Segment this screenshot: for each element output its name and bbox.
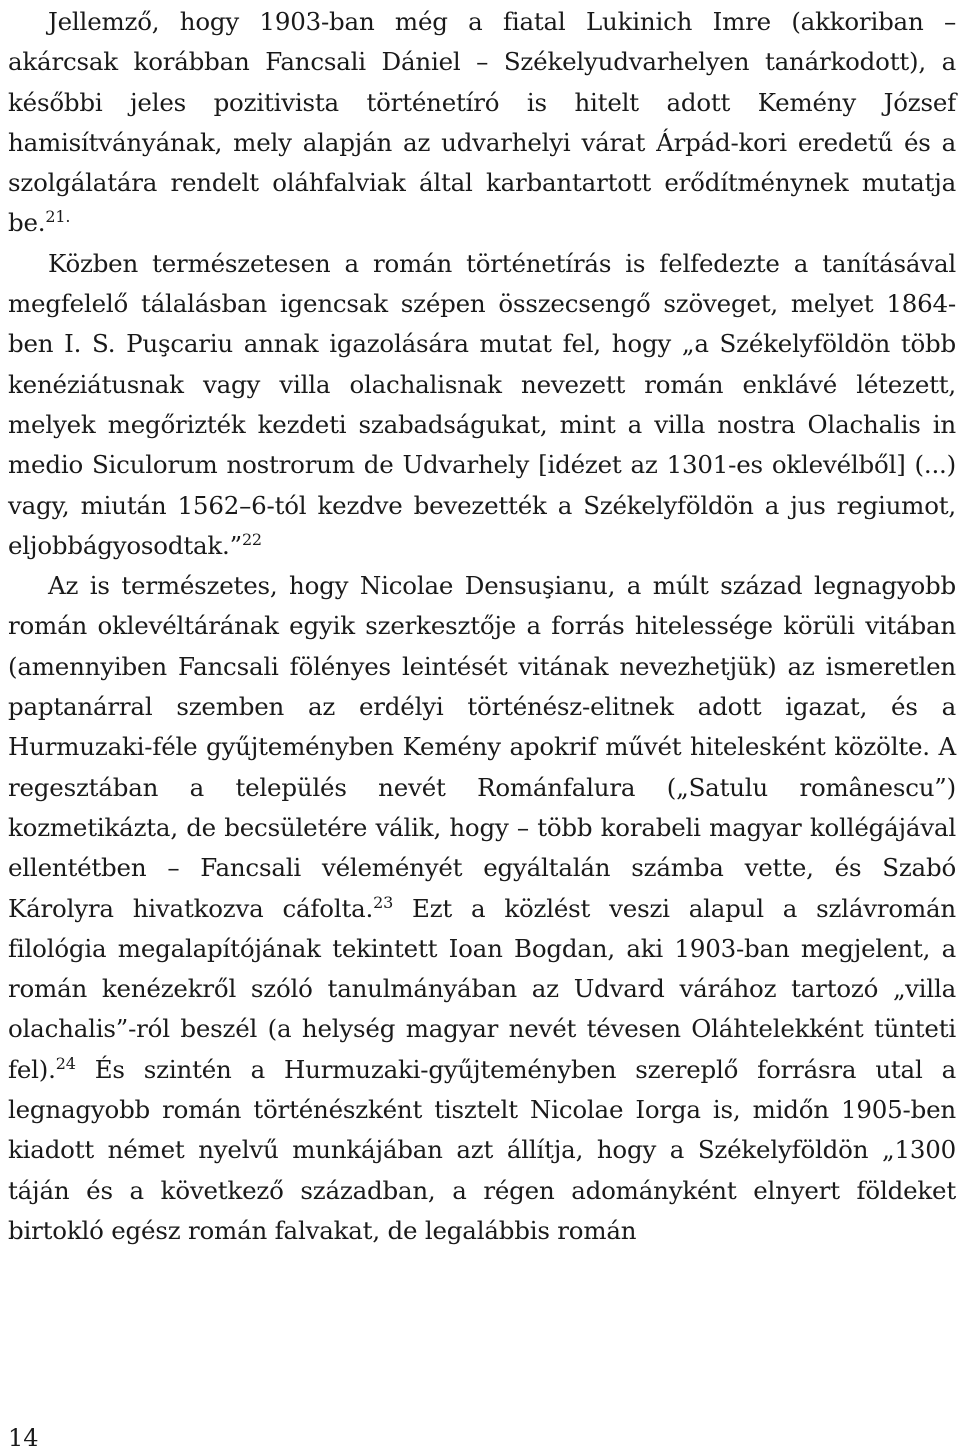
page-number: 14 — [8, 1424, 39, 1452]
paragraph-text: És szintén a Hurmuzaki-gyűjteményben szereplő forrásra utal a legnagyobb román történészként tisztelt Nicolae Iorga is, midőn 1905-ben kiadott német nyelvű munkájában azt állítja, hogy a Székelyföldön „1300 táján és a következő században, a régen adományként elnyert földeket birtokló egész román falvakat, de legalábbis román — [8, 1054, 956, 1245]
footnote-marker-24: 24 — [55, 1053, 76, 1073]
paragraph-2 — [8, 244, 956, 566]
paragraph-3 — [8, 566, 956, 1251]
paragraph-text: Közben természetesen a román történetírás is felfedezte a tanításával megfelelő tálalásban igencsak szépen összecsengő szöveget, melyet 1864-ben I. S. Puşcariu annak igazolására mutat fel, hogy „a Székelyföldön több kenéziátusnak vagy villa olachalisnak nevezett román enklávé létezett, melyek megőrizték kezdeti szabadságukat, mint a villa nostra Olachalis in medio Siculorum nostrorum de Udvarhely [idézet az 1301-es oklevélből] (...) vagy, miután 1562–6-tól kezdve bevezették a Székelyföldön a jus regiumot, eljobbágyosodtak.” — [8, 248, 956, 560]
footnote-marker-23: 23 — [373, 892, 394, 912]
paragraph-text: Ezt a közlést veszi alapul a szlávromán filológia megalapítójának tekintett Ioan Bogdan, aki 1903-ban megjelent, a román kenézekről szóló tanulmányában az Udvard várához tartozó „villa olachalis”-ról beszél (a helység magyar nevét tévesen Oláhtelekként tünteti fel). — [8, 893, 956, 1084]
footnote-marker-22: 22 — [241, 529, 262, 549]
paragraph-text: Az is természetes, hogy Nicolae Densuşianu, a múlt század legnagyobb román oklevéltárának egyik szerkesztője a forrás hitelessége körüli vitában (amennyiben Fancsali fölényes leintését vitának nevezhetjük) az ismeretlen paptanárral szemben az erdélyi történész-elitnek adott igazat, és a Hurmuzaki-féle gyűjteményben Kemény apokrif művét hitelesként közölte. A regesztában a település nevét Románfalura („Satulu românescu”) kozmetikázta, de becsületére válik, hogy – több korabeli magyar kollégájával ellentétben – Fancsali véleményét egyáltalán számba vette, és Szabó Károlyra hivatkozva cáfolta. — [8, 571, 956, 923]
paragraph-text: Jellemző, hogy 1903-ban még a fiatal Lukinich Imre (akkoriban – akárcsak korábban Fancsali Dániel – Székelyudvarhelyen tanárkodott), a későbbi jeles pozitivista történetíró is hitelt adott Kemény József hamisítványának, mely alapján az udvarhelyi várat Árpád-kori eredetű és a szolgálatára rendelt oláhfalviak által karbantartott erődítménynek mutatja be. — [8, 7, 956, 238]
document-page — [8, 0, 956, 1456]
body-text — [8, 0, 956, 1251]
paragraph-1 — [8, 2, 956, 244]
footnote-marker-21: 21. — [45, 207, 71, 227]
